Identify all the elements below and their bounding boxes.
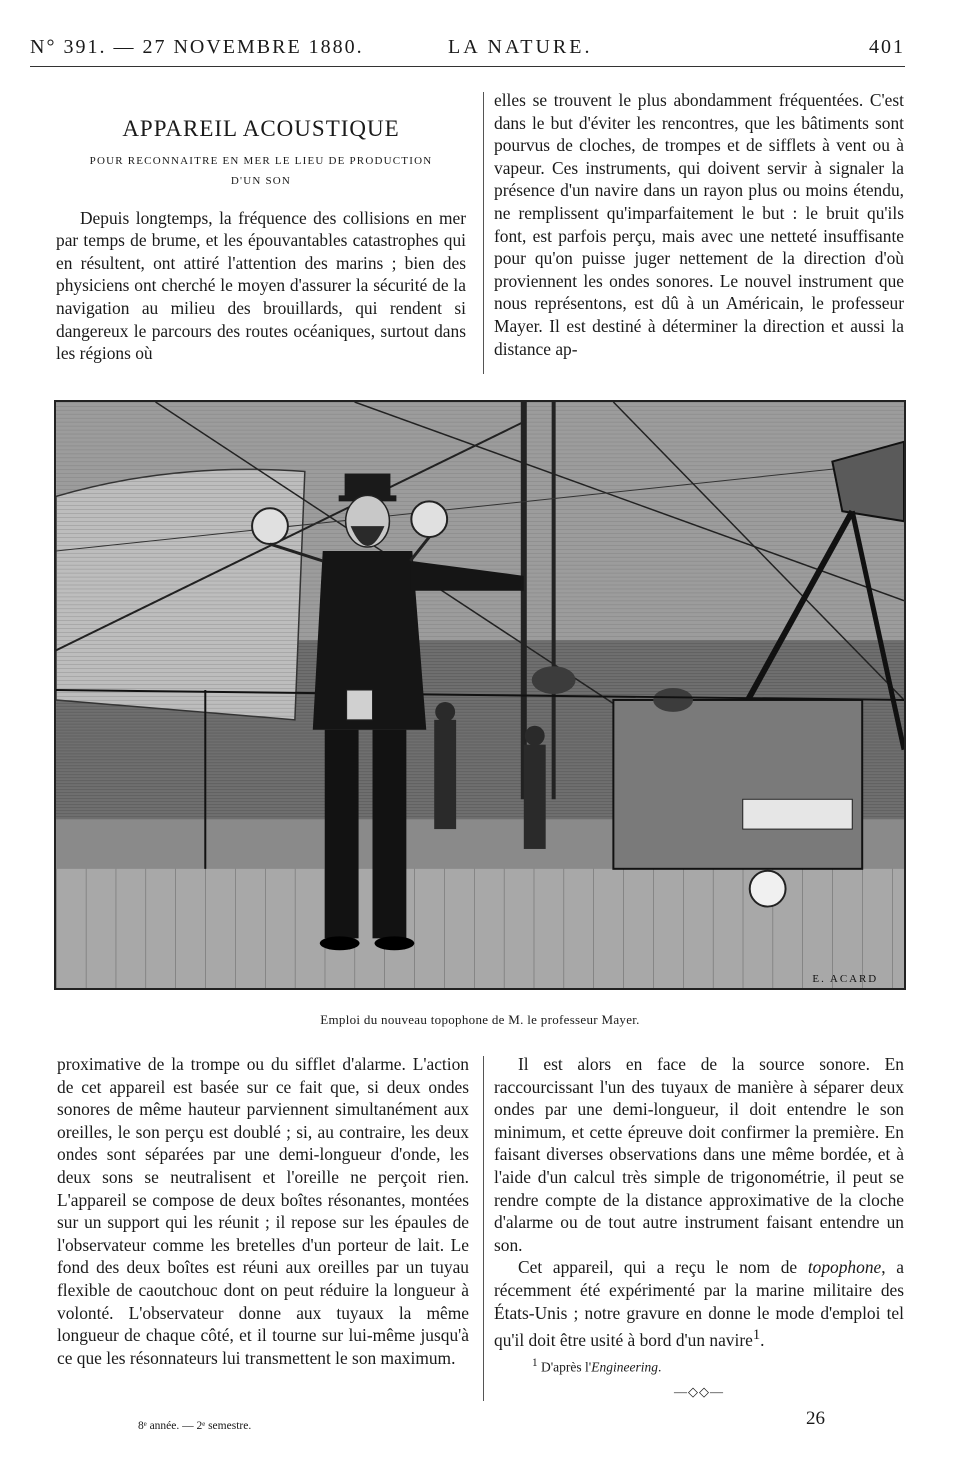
article-subtitle (56, 151, 466, 191)
ship-deck-engraving (56, 402, 904, 988)
left-resonator (252, 508, 288, 544)
capstan (532, 666, 576, 694)
signature-number: 26 (806, 1408, 825, 1429)
running-header (30, 34, 905, 66)
engraver-signature: E. ACARD (812, 973, 879, 986)
footnote: $^1$ D'après l'Engineering. (532, 1356, 662, 1375)
top-left-column (56, 100, 466, 365)
issue-date: N° 391. — 27 NOVEMBRE 1880. (30, 36, 364, 58)
top-right-column (494, 89, 904, 360)
paragraph-3: proximative de la trompe ou du sifflet d'alarme. L'action de cet appareil est basée sur ce fait que, si deux ondes sonores de même hauteur parviennent simultanément aux oreilles, le son perçu est doublé ; si, au contraire, les deux ondes sont séparées par une demi-longueur d'onde, les deux sons se neutralisent et l'oreille ne perçoit rien. L'appareil se compose de deux boîtes résonantes, montées sur un support qui les réunit ; il repose sur les épaules de l'observateur comme les bretelles d'un porteur de lait. Le fond des deux boîtes est réuni aux oreilles par un tuyau flexible de caoutchouc dont on peut réduire la longueur à volonté. L'observateur donne aux tuyaux la même longueur de chaque côté, et il tourne sur lui-même jusqu'à ce que les résonnateurs lui transmettent le son maximum. (57, 1054, 469, 1368)
engraving-figure (54, 400, 906, 990)
right-resonator (411, 501, 447, 537)
deck-lamp (750, 871, 786, 907)
journal-title: LA NATURE. (448, 36, 593, 58)
paragraph-4: Il est alors en face de la source sonore. En raccourcissant l'un des tuyaux de manière à séparer deux ondes par une demi-longueur, il doit entendre le son minimum, et cette épreuve doit confirmer la première. En faisant diverses observations dans une même bordée, et à l'aide d'un calcul très simple de trigonométrie, il peut se rendre compte de la distance approximative de la cloche d'alarme ou de tout autre instrument faisant entendre un son. (494, 1054, 904, 1255)
footnote-source: Engineering (591, 1359, 658, 1375)
column-divider-bottom (483, 1056, 484, 1401)
deckhouse (613, 700, 862, 869)
sailor-figure (434, 720, 456, 829)
subtitle-line-1: POUR RECONNAITRE EN MER LE LIEU DE PRODUCTION (89, 154, 433, 167)
subtitle-line-2: D'UN SON (230, 174, 292, 187)
column-divider-top (483, 92, 484, 374)
bottom-left-column (57, 1053, 469, 1369)
article-title: APPAREIL ACOUSTIQUE (122, 116, 400, 141)
footnote-ref: 1 (752, 1327, 761, 1344)
page-number: 401 (869, 36, 905, 58)
topophone-term: topophone (807, 1257, 882, 1278)
header-rule (30, 66, 905, 67)
figure-caption: Emploi du nouveau topophone de M. le professeur Mayer. (320, 1012, 640, 1027)
volume-info: 8ᵉ année. — 2ᵉ semestre. (138, 1420, 252, 1432)
paragraph-2: elles se trouvent le plus abondamment fréquentées. C'est dans le but d'éviter les rencontres, que les bâtiments sont pourvus de cloches, de trompes et de sifflets à vent ou à vapeur. Ces instruments, qui doivent servir à signaler la présence d'un navire dans un rayon plus ou moins étendu, ne remplissent qu'imparfaitement le but : le bruit qu'ils font, est parfois perçu, mais avec une netteté insuffisante pour qu'on puisse juger nettement de la direction d'où proviennent les ondes sonores. Le nouvel instrument que nous représentons, est dû à un Américain, le professeur Mayer. Il est destiné à déterminer la direction et aussi la distance ap- (494, 90, 904, 359)
paragraph-5: Cet appareil, qui a reçu le nom de topophone, a récemment été expérimenté par la marine militaire des États-Unis ; notre gravure en donne le mode d'emploi tel qu'il doit être usité à bord d'un navire$^1$. (494, 1257, 904, 1350)
bottom-right-column (494, 1053, 904, 1403)
end-ornament: —◇◇— (674, 1383, 724, 1399)
paragraph-1: Depuis longtemps, la fréquence des collisions en mer par temps de brume, et les épouvantables catastrophes qui en résultent, ont attiré l'attention des marins ; bien des physiciens ont cherché le moyen d'assurer la sécurité de la navigation au milieu des brouillards, qui rendent si dangereux le parcours des routes océaniques, surtout dans les régions où (56, 207, 466, 364)
